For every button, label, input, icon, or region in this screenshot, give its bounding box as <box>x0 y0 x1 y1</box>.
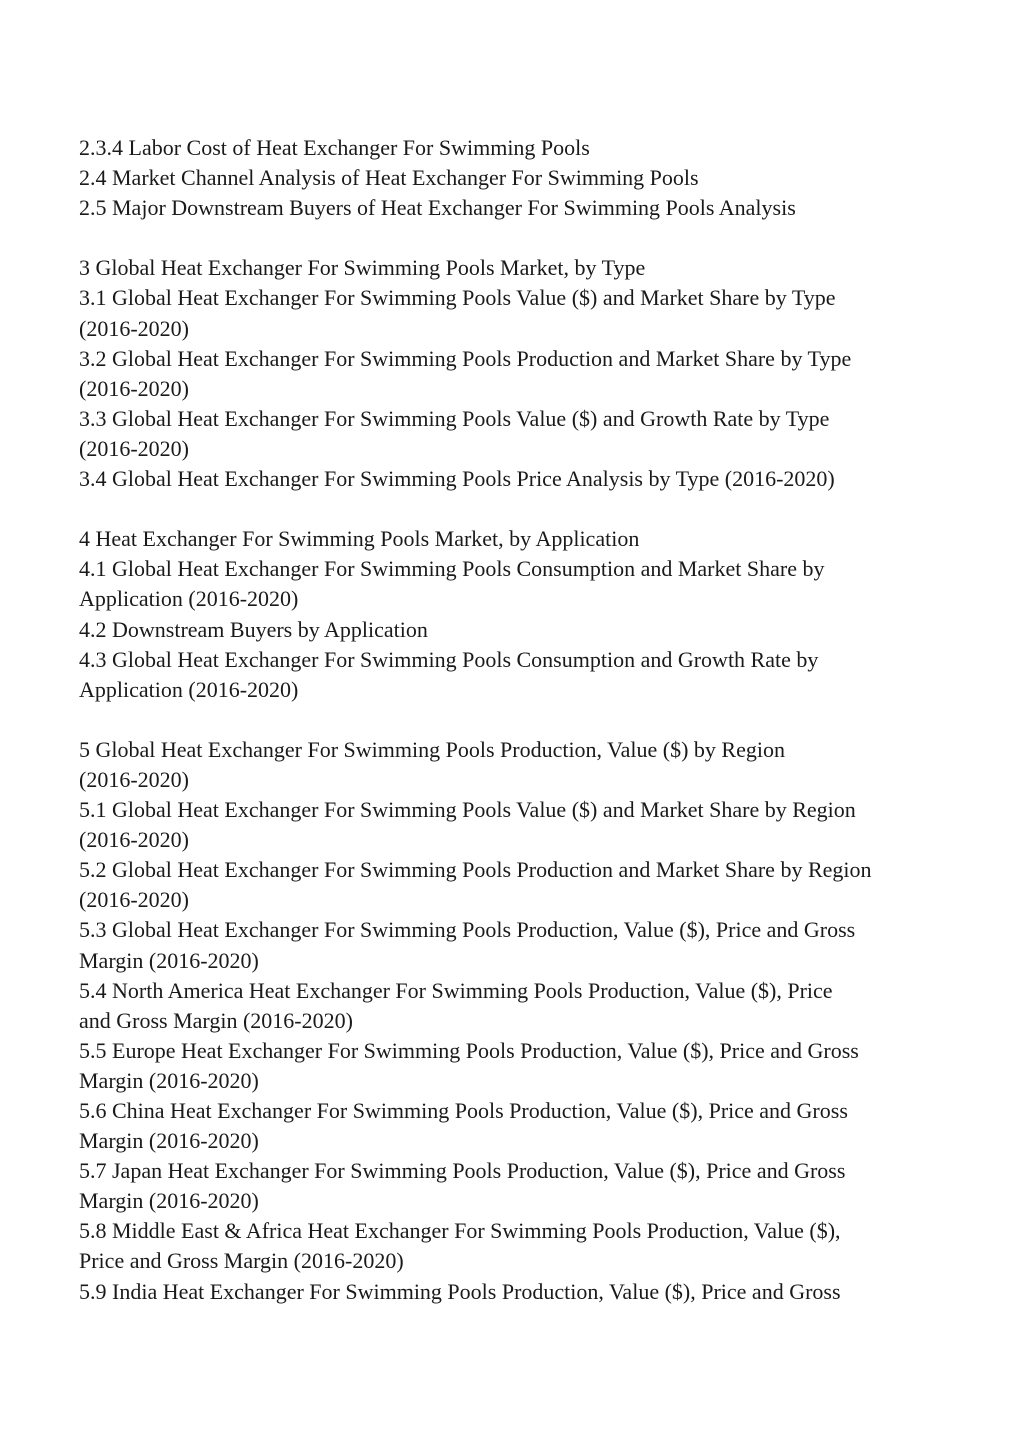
toc-line: Margin (2016-2020) <box>79 1067 259 1093</box>
toc-line: (2016-2020) <box>79 435 189 461</box>
toc-line: 3.4 Global Heat Exchanger For Swimming Pools Price Analysis by Type (2016-2020) <box>79 466 835 492</box>
table-of-contents <box>79 133 959 1307</box>
toc-line: 3.1 Global Heat Exchanger For Swimming Pools Value ($) and Market Share by Type <box>79 285 836 311</box>
toc-section-heading: 3 Global Heat Exchanger For Swimming Pools Market, by Type <box>79 255 646 281</box>
toc-line: 4.1 Global Heat Exchanger For Swimming Pools Consumption and Market Share by <box>79 556 825 582</box>
toc-line: 5.5 Europe Heat Exchanger For Swimming Pools Production, Value ($), Price and Gross <box>79 1037 859 1063</box>
toc-line: Application (2016-2020) <box>79 586 299 612</box>
toc-line: 5.3 Global Heat Exchanger For Swimming Pools Production, Value ($), Price and Gross <box>79 917 856 943</box>
toc-line: 5.1 Global Heat Exchanger For Swimming Pools Value ($) and Market Share by Region <box>79 797 856 823</box>
toc-blank-line <box>79 223 959 253</box>
toc-line: and Gross Margin (2016-2020) <box>79 1007 353 1033</box>
toc-line: Margin (2016-2020) <box>79 947 259 973</box>
toc-line: 5.7 Japan Heat Exchanger For Swimming Pools Production, Value ($), Price and Gross <box>79 1158 846 1184</box>
toc-line: 2.3.4 Labor Cost of Heat Exchanger For Swimming Pools <box>79 135 590 160</box>
toc-line: 2.5 Major Downstream Buyers of Heat Exchanger For Swimming Pools Analysis <box>79 195 796 221</box>
toc-section-heading: 4 Heat Exchanger For Swimming Pools Market, by Application <box>79 526 640 552</box>
toc-line: 5.8 Middle East & Africa Heat Exchanger For Swimming Pools Production, Value ($), <box>79 1218 841 1244</box>
toc-blank-line <box>79 494 959 524</box>
toc-line: 5.2 Global Heat Exchanger For Swimming Pools Production and Market Share by Region <box>79 857 872 883</box>
toc-line: Margin (2016-2020) <box>79 1188 259 1214</box>
toc-line: 5.4 North America Heat Exchanger For Swimming Pools Production, Value ($), Price <box>79 977 833 1003</box>
toc-section-heading: 5 Global Heat Exchanger For Swimming Pools Production, Value ($) by Region <box>79 736 785 762</box>
toc-line: (2016-2020) <box>79 766 189 792</box>
toc-line: 5.6 China Heat Exchanger For Swimming Pools Production, Value ($), Price and Gross <box>79 1098 848 1123</box>
toc-line: Application (2016-2020) <box>79 676 299 702</box>
toc-line: 4.2 Downstream Buyers by Application <box>79 616 428 642</box>
toc-line: (2016-2020) <box>79 887 189 913</box>
toc-line: 5.9 India Heat Exchanger For Swimming Pools Production, Value ($), Price and Gross <box>79 1278 841 1304</box>
toc-line: Margin (2016-2020) <box>79 1128 259 1154</box>
toc-line: 4.3 Global Heat Exchanger For Swimming Pools Consumption and Growth Rate by <box>79 646 819 672</box>
toc-blank-line <box>79 705 959 735</box>
toc-line: (2016-2020) <box>79 827 189 853</box>
toc-line: 2.4 Market Channel Analysis of Heat Exchanger For Swimming Pools <box>79 165 699 191</box>
toc-line: 3.3 Global Heat Exchanger For Swimming Pools Value ($) and Growth Rate by Type <box>79 405 830 431</box>
toc-line: Price and Gross Margin (2016-2020) <box>79 1248 404 1274</box>
toc-line: (2016-2020) <box>79 375 189 401</box>
toc-line: (2016-2020) <box>79 315 189 341</box>
toc-line: 3.2 Global Heat Exchanger For Swimming Pools Production and Market Share by Type <box>79 345 852 371</box>
